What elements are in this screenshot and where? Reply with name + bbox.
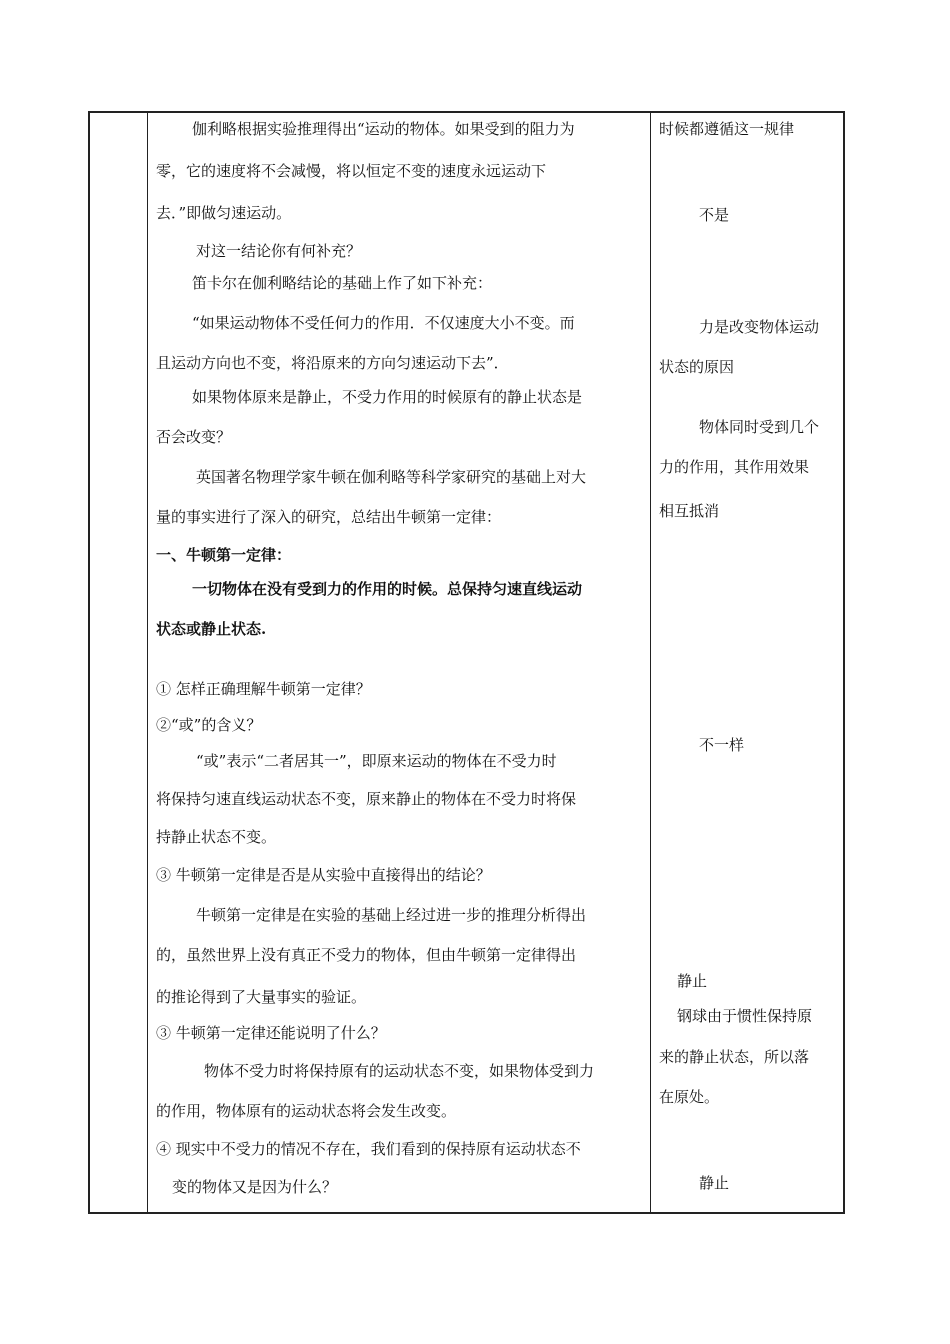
content-line: 状态或静止状态.	[156, 620, 267, 638]
content-line: 否会改变？	[156, 428, 232, 446]
content-line: 一切物体在没有受到力的作用的时候。总保持匀速直线运动	[192, 580, 583, 598]
content-line: “如果运动物体不受任何力的作用．不仅速度大小不变。而	[192, 314, 575, 332]
notes-column	[651, 113, 845, 1212]
content-line: 量的事实进行了深入的研究，总结出牛顿第一定律：	[156, 508, 502, 526]
note-line: 在原处。	[659, 1088, 720, 1106]
content-line: 的，虽然世界上没有真正不受力的物体，但由牛顿第一定律得出	[156, 946, 577, 964]
note-line: 不一样	[699, 736, 745, 754]
content-line: 零，它的速度将不会减慢，将以恒定不变的速度永远运动下	[156, 162, 547, 180]
content-line: 持静止状态不变。	[156, 828, 277, 846]
content-line: 且运动方向也不变，将沿原来的方向匀速运动下去”．	[156, 354, 509, 372]
note-line: 力是改变物体运动	[699, 318, 820, 336]
note-line: 力的作用，其作用效果	[659, 458, 810, 476]
note-line: 静止	[699, 1174, 730, 1192]
content-line: 的作用，物体原有的运动状态将会发生改变。	[156, 1102, 457, 1120]
content-line: 笛卡尔在伽利略结论的基础上作了如下补充：	[192, 274, 493, 292]
note-line: 状态的原因	[659, 358, 735, 376]
content-line: 对这一结论你有何补充？	[196, 242, 362, 260]
content-line: 的推论得到了大量事实的验证。	[156, 988, 367, 1006]
note-line: 来的静止状态，所以落	[659, 1048, 810, 1066]
content-line: ③ 牛顿第一定律还能说明了什么？	[156, 1024, 386, 1042]
note-line: 钢球由于惯性保持原	[677, 1007, 813, 1025]
content-line: 一、牛顿第一定律：	[156, 546, 292, 564]
content-line: “或”表示“二者居其一”，即原来运动的物体在不受力时	[196, 752, 557, 770]
content-line: 英国著名物理学家牛顿在伽利略等科学家研究的基础上对大	[196, 468, 587, 486]
content-line: 将保持匀速直线运动状态不变，原来静止的物体在不受力时将保	[156, 790, 577, 808]
note-line: 物体同时受到几个	[699, 418, 820, 436]
content-column	[148, 113, 650, 1212]
content-line: 如果物体原来是静止，不受力作用的时候原有的静止状态是	[192, 388, 583, 406]
content-line: ②“或”的含义？	[156, 716, 262, 734]
lesson-table	[88, 111, 845, 1214]
content-line: ④ 现实中不受力的情况不存在，我们看到的保持原有运动状态不	[156, 1140, 581, 1158]
content-line: 去．”即做匀速运动。	[156, 204, 292, 222]
content-line: 变的物体又是因为什么？	[172, 1178, 338, 1196]
note-line: 不是	[699, 206, 730, 224]
content-line: 物体不受力时将保持原有的运动状态不变，如果物体受到力	[204, 1062, 595, 1080]
note-line: 静止	[677, 972, 708, 990]
content-line: ① 怎样正确理解牛顿第一定律？	[156, 680, 371, 698]
content-line: 牛顿第一定律是在实验的基础上经过进一步的推理分析得出	[196, 906, 587, 924]
note-line: 时候都遵循这一规律	[659, 120, 795, 138]
content-line: 伽利略根据实验推理得出“运动的物体。如果受到的阻力为	[192, 120, 575, 138]
note-line: 相互抵消	[659, 502, 720, 520]
content-line: ③ 牛顿第一定律是否是从实验中直接得出的结论？	[156, 866, 491, 884]
